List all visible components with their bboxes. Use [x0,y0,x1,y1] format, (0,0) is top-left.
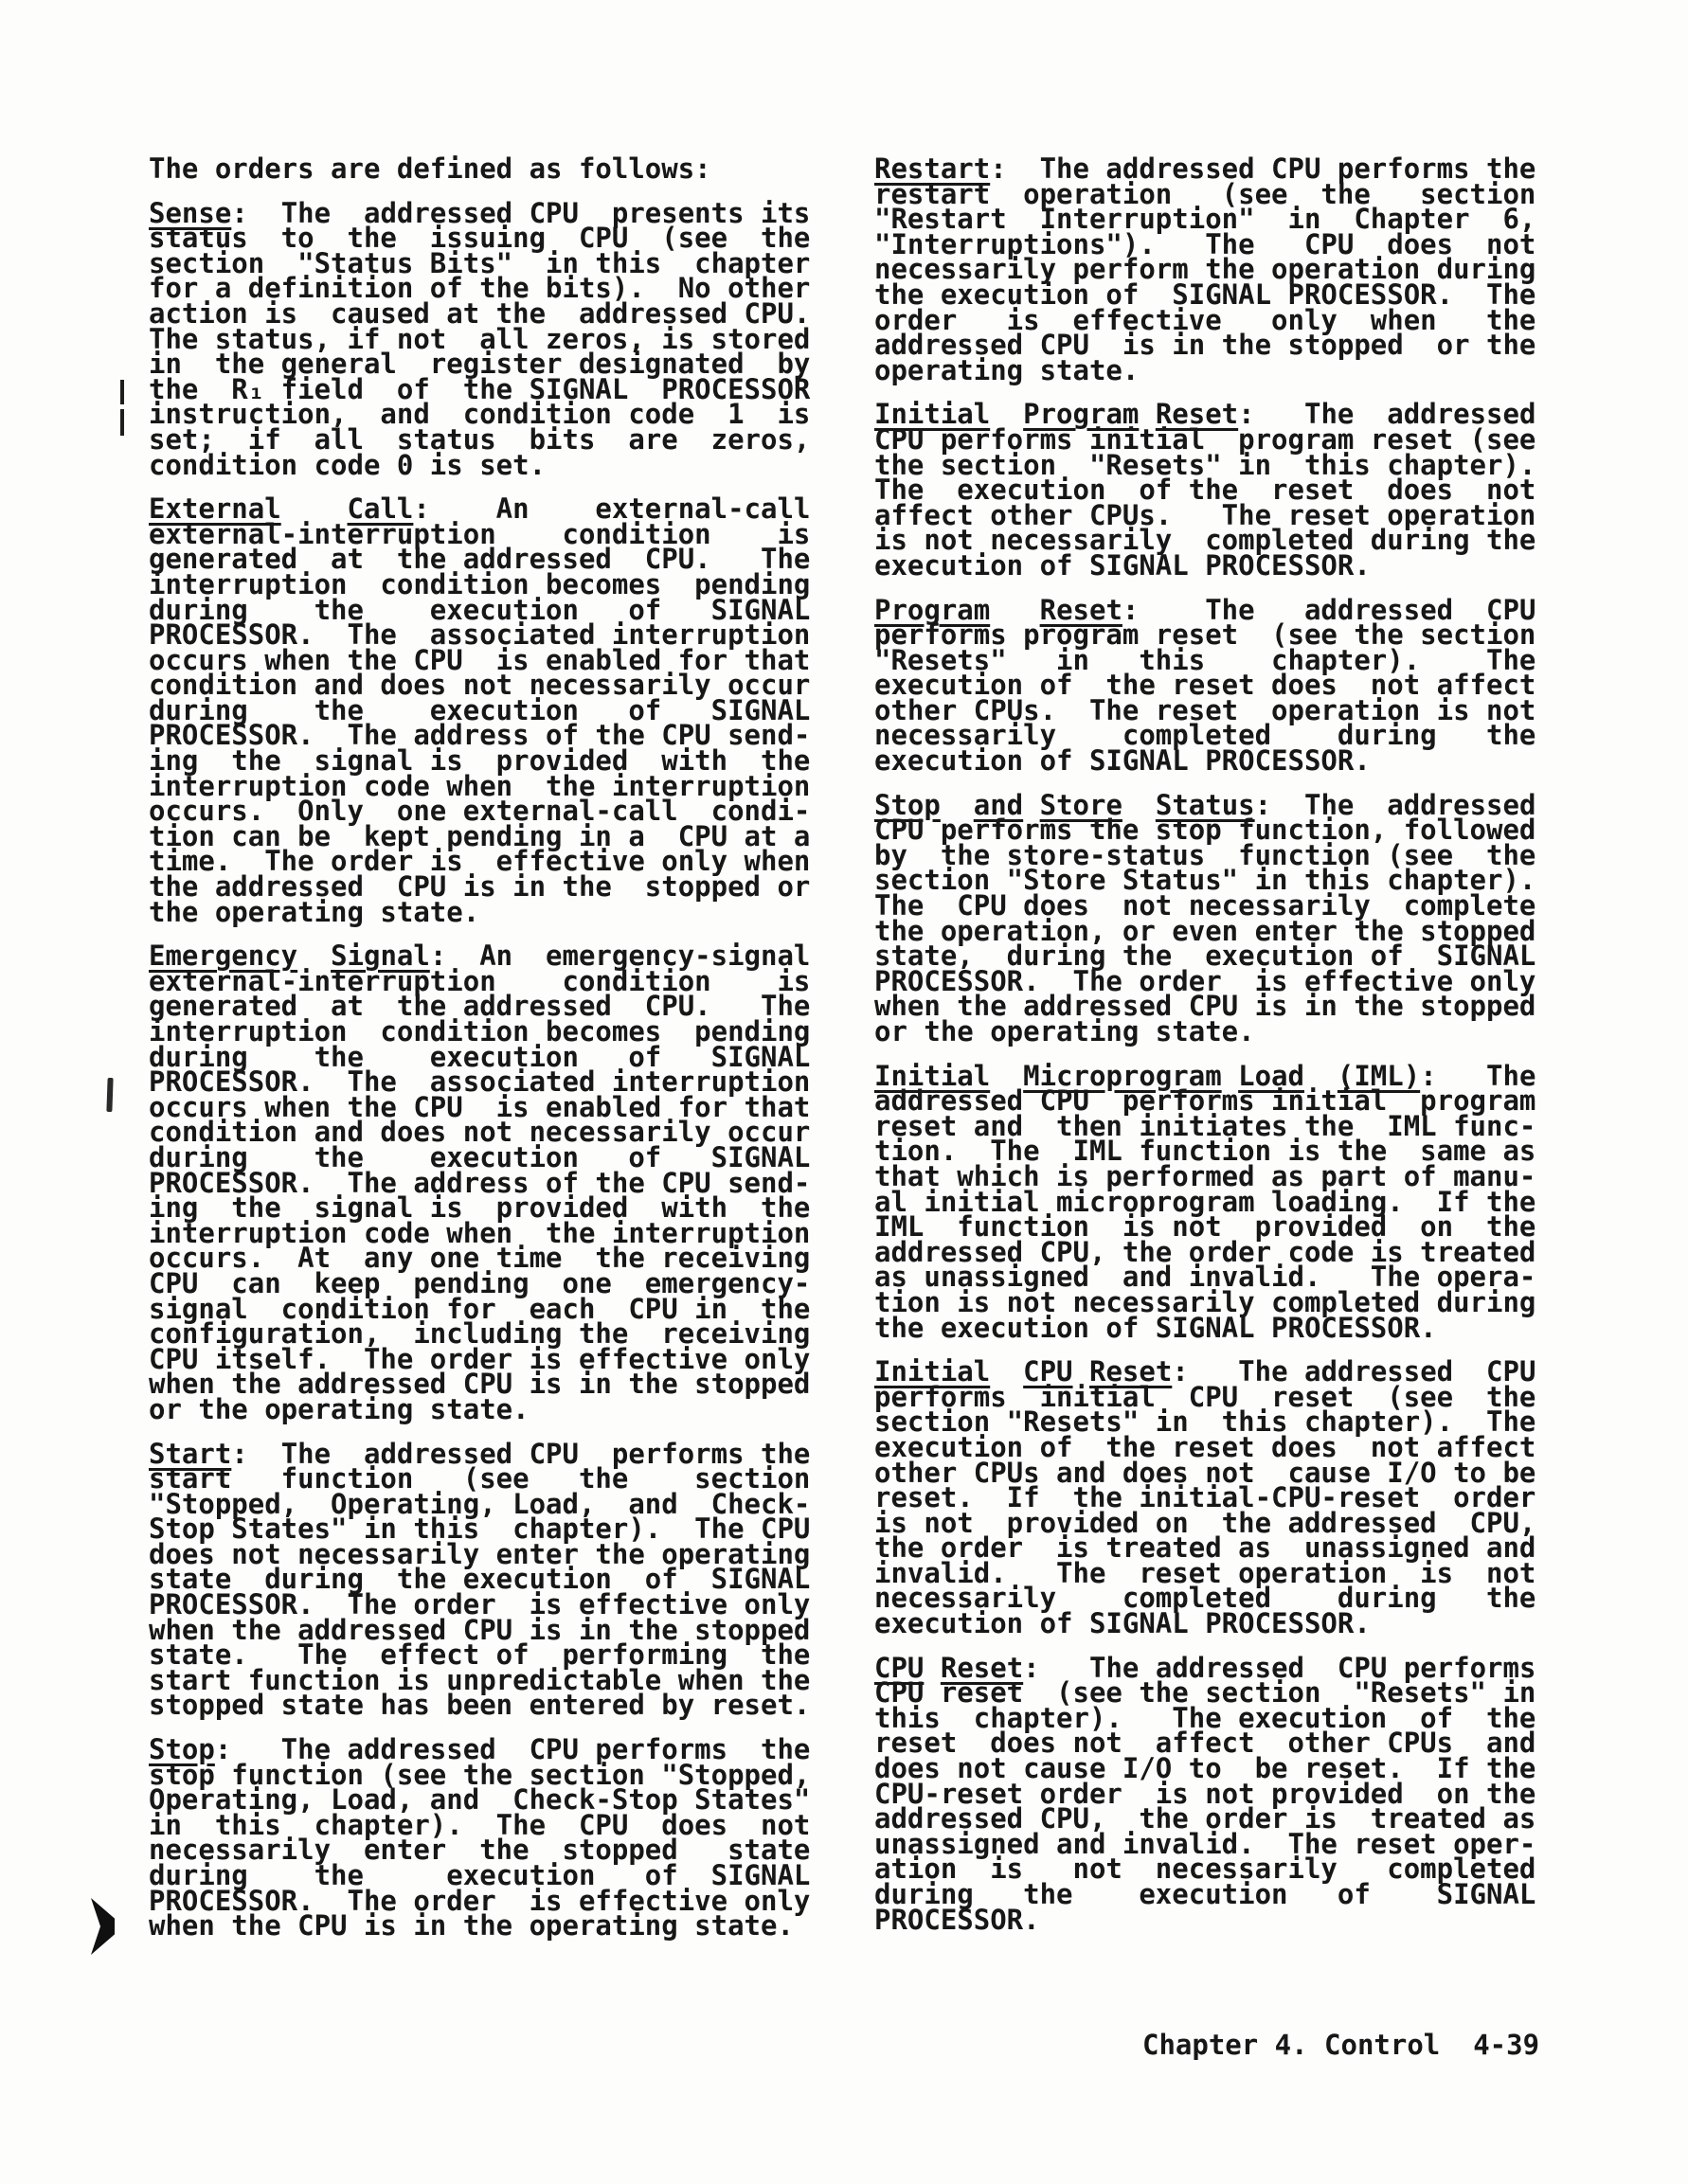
text-line: occurs when the CPU is enabled for that [149,643,811,676]
heading-word: CPU [874,1651,925,1684]
text-line: order is effective only when the [874,303,1536,336]
heading-word: Program [874,593,991,626]
text-line: unassigned and invalid. The reset oper- [874,1827,1536,1860]
heading-word: (IML) [1337,1059,1421,1092]
text-line: condition and does not necessarily occur [149,1116,811,1149]
text-line [149,152,810,185]
text-line: state, during the execution of SIGNAL [874,940,1536,973]
text-line: The execution of the reset does not [874,474,1536,507]
heading-word: CPU [1023,1355,1073,1388]
heading-word: External [149,492,281,526]
text-line: other CPUs. The reset operation is not [874,693,1536,726]
text-line: execution of the reset does not affect [874,1430,1536,1463]
ink-smudge [106,1078,113,1112]
paragraph-restart [874,152,1536,386]
text-line: or the operating state. [149,1392,530,1425]
heading-word: Start [149,1437,232,1470]
heading-word: Restart [874,152,991,185]
text-line: PROCESSOR. The order is effective only [149,1588,811,1621]
text-line: the addressed CPU is in the stopped or [149,870,811,904]
text-line: interruption code when the interruption [149,1216,811,1249]
heading-line-rest: : The addressed CPU performs [1023,1651,1536,1684]
text-line: necessarily completed during the [874,719,1536,752]
text-line: execution of SIGNAL PROCESSOR. [874,1607,1371,1640]
text-line: PROCESSOR. The associated interruption [149,1065,811,1099]
text-line: necessarily enter the stopped state [149,1834,811,1867]
text-line: stopped state has been entered by reset. [149,1689,811,1722]
heading-line-rest: : The addressed CPU [1122,593,1536,626]
text-line: operating state. [874,353,1140,386]
heading-word: Microprogram [1023,1059,1222,1092]
text-line: al initial microprogram loading. If the [874,1185,1536,1218]
text-line: CPU itself. The order is effective only [149,1342,811,1375]
heading-word: Initial [874,1059,991,1092]
text-line: ing the signal is provided with the [149,744,811,778]
heading-line-rest: : An external-call [413,492,811,526]
text-line: configuration, including the receiving [149,1317,811,1351]
text-line: section "Status Bits" in this chapter [149,246,811,279]
text-line: "Interruptions"). The CPU does not [874,227,1536,260]
text-line: ing the signal is provided with the [149,1191,811,1225]
heading-line-rest: : The addressed CPU presents its [231,196,811,229]
text-line: during the execution of SIGNAL [149,1040,811,1073]
heading-line-rest: : The addressed CPU [1172,1355,1536,1388]
heading-word: Signal [331,940,430,973]
text-line: occurs. Only one external-call condi- [149,795,811,828]
text-line: the operating state. [149,895,480,928]
heading-word: Sense [149,196,232,229]
text-line: by the store-status function (see the [874,838,1536,871]
text-line: the order is treated as unassigned and [874,1531,1536,1565]
heading-line-rest: : The addressed CPU performs the [990,152,1536,185]
text-line: tion is not necessarily completed during [874,1285,1536,1318]
heading-word: Load [1238,1059,1304,1092]
text-line: IML function is not provided on the [874,1210,1536,1244]
text-line: tion can be kept pending in a CPU at a [149,819,811,852]
heading-word: Reset [1089,1355,1173,1388]
paragraph-emergency-signal [149,940,811,1425]
paragraph-program-reset [874,593,1536,778]
heading-word: Store [1039,788,1122,821]
heading-word: Reset [1039,593,1122,626]
change-bar [120,409,124,436]
text-line: state during the execution of SIGNAL [149,1563,811,1596]
text-line: the operation, or even enter the stopped [874,914,1536,947]
text-line: restart operation (see the section [874,177,1536,210]
paragraph-stop [149,1733,811,1942]
heading-line-rest: : The addressed CPU performs the [214,1733,811,1766]
heading-word: Reset [1155,398,1239,431]
heading-word: Stop [149,1733,215,1766]
heading-word: Call [347,492,414,526]
text-line: during the execution of SIGNAL [149,693,811,726]
text-line: signal condition for each CPU in the [149,1292,811,1325]
text-line: when the addressed CPU is in the stopped [874,990,1536,1023]
text-line: affect other CPUs. The reset operation [874,498,1536,531]
text-line: section "Store Status" in this chapter). [874,864,1536,897]
text-line: PROCESSOR. [874,1903,1040,1936]
text-line: interruption code when the interruption [149,769,811,802]
text-line: when the addressed CPU is in the stopped [149,1613,811,1646]
text-line: The CPU does not necessarily complete [874,889,1536,922]
text-line: The status, if not all zeros, is stored [149,322,811,355]
text-line: PROCESSOR. The order is effective only [874,964,1536,997]
right-column [874,152,1536,1951]
text-line: addressed CPU is in the stopped or the [874,329,1536,362]
heading-word: Emergency [149,940,298,973]
text-line: other CPUs and does not cause I/O to be [874,1456,1536,1489]
text-line: addressed CPU, the order is treated as [874,1802,1536,1835]
page-footer: Chapter 4. Control 4-39 [1142,2029,1540,2061]
text-line: "Stopped, Operating, Load, and Check- [149,1487,811,1520]
heading-word: and [973,788,1024,821]
text-line: the execution of SIGNAL PROCESSOR. The [874,277,1536,311]
text-line: occurs when the CPU is enabled for that [149,1090,811,1123]
text-line: for a definition of the bits). No other [149,272,811,305]
heading-word: Initial [874,1355,991,1388]
text-line: necessarily perform the operation during [874,253,1536,286]
text-line: addressed CPU, the order code is treated [874,1235,1536,1268]
heading-line-rest: : The addressed CPU performs the [231,1437,811,1470]
text-line: in the general register designated by [149,348,811,381]
text-line: tion. The IML function is the same as [874,1135,1536,1168]
text-line: "Restart Interruption" in Chapter 6, [874,203,1536,236]
heading-word: Initial [874,398,991,431]
text-line: start function is unpredictable when the [149,1663,811,1696]
text-line: execution of SIGNAL PROCESSOR. [874,744,1371,778]
text-line: this chapter). The execution of the [874,1701,1536,1734]
text-line: PROCESSOR. The address of the CPU send- [149,719,811,752]
text-line: external-interruption condition is [149,964,811,997]
text-line: is not provided on the addressed CPU, [874,1506,1536,1539]
text-line: interruption condition becomes pending [149,1015,811,1047]
heading-line-rest: The orders are defined as follows: [149,152,711,185]
text-line: invalid. The reset operation is not [874,1556,1536,1589]
text-line: time. The order is effective only when [149,845,811,878]
text-line: condition code 0 is set. [149,448,547,481]
text-line: "Resets" in this chapter). The [874,643,1536,676]
text-line: addressed CPU performs initial program [874,1084,1536,1118]
text-line: start function (see the section [149,1462,811,1495]
left-column [149,152,811,1958]
heading-line-rest: : An emergency-signal [429,940,811,973]
paragraph-initial-program-reset [874,398,1536,582]
text-line: Stop States" in this chapter). The CPU [149,1513,811,1546]
text-line: performs program reset (see the section [874,618,1536,652]
text-line: performs initial CPU reset (see the [874,1380,1536,1413]
text-line: PROCESSOR. The order is effective only [149,1884,811,1917]
paragraph-initial-cpu-reset [874,1355,1536,1640]
heading-word: Status [1155,788,1255,821]
text-line: CPU performs the stop function, followed [874,814,1536,847]
paragraph-sense [149,196,811,481]
text-line: state. The effect of performing the [149,1638,811,1672]
heading-line-rest: : The addressed [1254,788,1536,821]
text-line: reset does not affect other CPUs and [874,1727,1536,1760]
text-line: the section "Resets" in this chapter). [874,448,1536,481]
text-line: CPU-reset order is not provided on the [874,1777,1536,1810]
text-line: or the operating state. [874,1015,1255,1047]
text-line: set; if all status bits are zeros, [149,422,811,456]
text-line: interruption condition becomes pending [149,567,811,600]
text-line: CPU performs initial program reset (see [874,422,1536,456]
heading-line-rest: : The [1420,1059,1536,1092]
text-line: action is caused at the addressed CPU. [149,296,811,330]
paragraph-cpu-reset [874,1651,1536,1936]
text-line: condition and does not necessarily occur [149,669,811,702]
text-line: when the addressed CPU is in the stopped [149,1368,811,1401]
paragraph-start [149,1437,811,1722]
text-line: reset and then initiates the IML func- [874,1109,1536,1142]
heading-word: Reset [940,1651,1024,1684]
text-line: generated at the addressed CPU. The [149,990,811,1023]
text-line: the execution of SIGNAL PROCESSOR. [874,1311,1437,1344]
text-line: execution of the reset does not affect [874,669,1536,702]
text-line: generated at the addressed CPU. The [149,543,811,576]
text-line: ation is not necessarily completed [874,1853,1536,1886]
text-line: in this chapter). The CPU does not [149,1808,811,1841]
text-line: stop function (see the section "Stopped, [149,1758,811,1791]
text-line: CPU can keep pending one emergency- [149,1266,811,1299]
text-line: as unassigned and invalid. The opera- [874,1261,1536,1294]
text-line: status to the issuing CPU (see the [149,222,811,255]
paragraph-initial-microprogram-load [874,1059,1536,1344]
text-line: instruction, and condition code 1 is [149,398,811,431]
text-line: during the execution of SIGNAL [874,1878,1536,1910]
text-line: during the execution of SIGNAL [149,1140,811,1173]
paragraph-external-call [149,492,811,928]
text-line: Operating, Load, and Check-Stop States" [149,1783,811,1817]
text-line: CPU reset (see the section "Resets" in [874,1676,1536,1710]
text-line: PROCESSOR. The associated interruption [149,618,811,652]
print-artifact [91,1898,115,1955]
text-line: reset. If the initial-CPU-reset order [874,1481,1536,1514]
text-line: section "Resets" in this chapter). The [874,1405,1536,1439]
text-line: is not necessarily completed during the [874,524,1536,557]
text-line: does not necessarily enter the operating [149,1537,811,1570]
text-line: the R₁ field of the SIGNAL PROCESSOR [149,372,811,405]
text-line: during the execution of SIGNAL [149,593,811,626]
change-bar [120,380,124,404]
text-line: PROCESSOR. The address of the CPU send- [149,1166,811,1199]
text-line: does not cause I/O to be reset. If the [874,1752,1536,1785]
text-line: execution of SIGNAL PROCESSOR. [874,548,1371,582]
paragraph-intro [149,152,810,185]
heading-line-rest: : The addressed [1238,398,1536,431]
text-line: when the CPU is in the operating state. [149,1909,794,1942]
text-line: during the execution of SIGNAL [149,1859,811,1891]
heading-word: Stop [874,788,941,821]
text-line: occurs. At any one time the receiving [149,1242,811,1275]
heading-word: Program [1023,398,1140,431]
text-line: that which is performed as part of manu- [874,1159,1536,1192]
text-line: necessarily completed during the [874,1582,1536,1615]
text-line: external-interruption condition is [149,517,811,550]
paragraph-stop-and-store-status [874,788,1536,1047]
